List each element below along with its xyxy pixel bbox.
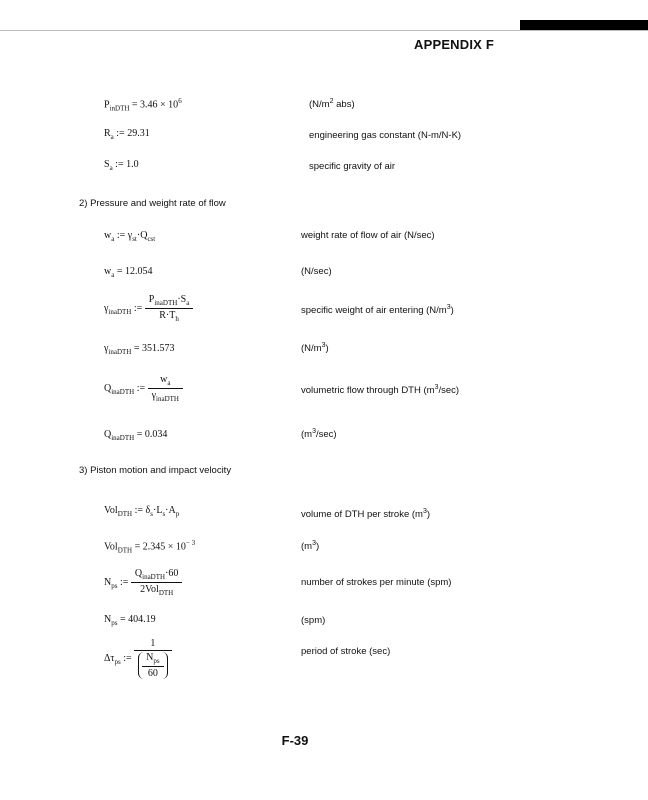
desc-gamma-def: specific weight of air entering $(N/m^3)$ — [301, 304, 454, 317]
eq-gamma-val: $\gamma_{inaDTH} = 351.573$ — [104, 343, 175, 356]
section-heading-3: 3) Piston motion and impact velocity — [79, 465, 232, 476]
desc-nps-def: number of strokes per minute (spm) — [301, 577, 452, 588]
eq-q-def: $Q_{inaDTH}$ := $\frac{w_a}{\gamma_{inaDTH}}$ — [104, 374, 183, 403]
desc-q-val: $(m^3/\sec)$ — [301, 428, 337, 441]
fraction: $\frac{1}{\frac{N_{ps}}{60}}$ — [134, 638, 171, 679]
eq-r-a: $R_a$ := 29.31 — [104, 128, 150, 141]
desc-p-in-dth: ($N/m^2$ abs) — [309, 98, 355, 111]
eq-dt-def: $\Delta\tau_{ps}$ := $\frac{1}{\frac{N_{ps}}{60}}$ — [104, 638, 172, 679]
eq-w-a-val: $w_a = 12.054$ — [104, 266, 153, 279]
eq-vol-val: $Vol_{DTH} = 2.345 \times 10^{- 3}$ — [104, 539, 196, 555]
header-divider — [0, 30, 648, 31]
desc-dt-def: period of stroke (sec) — [301, 646, 391, 657]
desc-r-a: engineering gas constant (N-m/N-K) — [309, 130, 462, 141]
header-rule-bar — [520, 20, 648, 30]
inner-fraction: $\frac{N_{ps}}{60}$ — [142, 652, 163, 679]
desc-vol-def: volume of DTH per stroke $(m^3)$ — [301, 508, 431, 521]
desc-w-a-val: (N/sec) — [301, 266, 332, 277]
desc-gamma-val: $(N/m^3)$ — [301, 342, 329, 355]
eq-nps-val: $N_{ps} = 404.19$ — [104, 614, 156, 627]
desc-s-a: specific gravity of air — [309, 161, 396, 172]
section-heading-2: 2) Pressure and weight rate of flow — [79, 198, 226, 209]
eq-q-val: $Q_{inaDTH} = 0.034$ — [104, 429, 168, 442]
desc-q-def: volumetric flow through DTH $(m^3/\sec)$ — [301, 384, 460, 397]
eq-w-a-def: $w_a$ := $\gamma_{st}\cdot Q_{cst}$ — [104, 230, 156, 243]
eq-vol-def: Vol$_{DTH}$ := $\delta_s\cdot L_s\cdot A_p$ — [104, 505, 180, 518]
desc-w-a-def: weight rate of flow of air (N/sec) — [301, 230, 435, 241]
desc-nps-val: (spm) — [301, 615, 326, 626]
eq-gamma-def: $\gamma_{inaDTH}$ := $\frac{P_{inaDTH}\cdot S_a}{R\cdot T_h}$ — [104, 294, 193, 323]
eq-nps-def: $N_{ps}$ := $\frac{Q_{inaDTH}\cdot 60}{2Vol_{DTH}}$ — [104, 568, 182, 597]
fraction: $\frac{Q_{inaDTH}\cdot 60}{2Vol_{DTH}}$ — [131, 568, 183, 597]
eq-p-in-dth: $P_{inDTH} = 3.46 \times 10^6$ — [104, 97, 182, 113]
page-number: F-39 — [281, 733, 309, 748]
fraction: $\frac{P_{inaDTH}\cdot S_a}{R\cdot T_h}$ — [145, 294, 194, 323]
eq-s-a: $S_a$ := 1.0 — [104, 159, 139, 172]
desc-vol-val: $(m^3)$ — [301, 540, 320, 553]
appendix-title: APPENDIX F — [413, 37, 494, 52]
fraction: $\frac{w_a}{\gamma_{inaDTH}}$ — [148, 374, 183, 403]
